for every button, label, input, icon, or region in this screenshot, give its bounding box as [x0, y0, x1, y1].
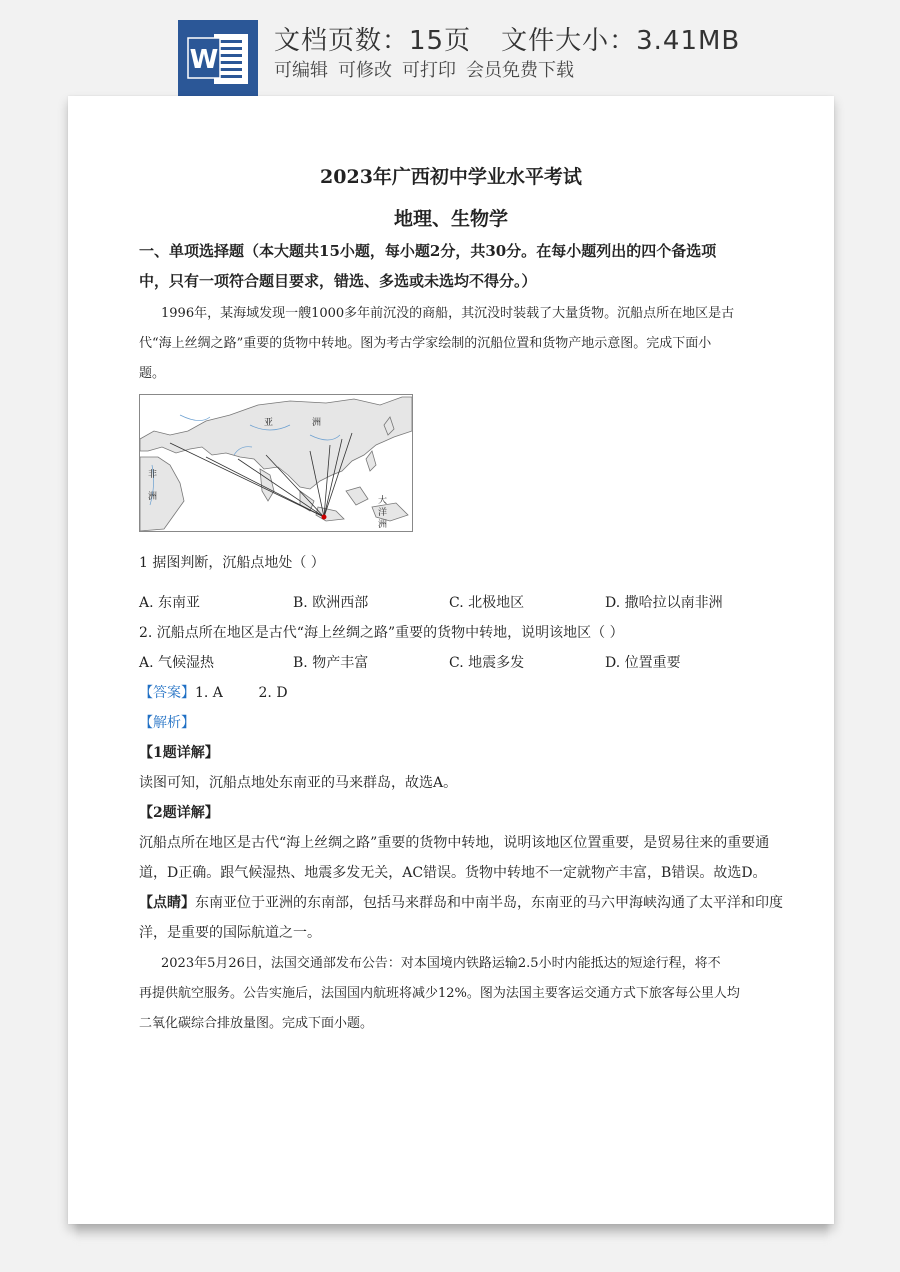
svg-text:亚: 亚: [264, 418, 274, 428]
svg-text:W: W: [189, 45, 219, 75]
tip-line2: 洋，是重要的国际航道之一。: [139, 925, 321, 941]
q1-option-b: B. 欧洲西部: [293, 595, 369, 611]
q2-option-a: A. 气候湿热: [139, 655, 215, 671]
passage1-line1: 1996年，某海域发现一艘1000多年前沉没的商船，其沉没时装载了大量货物。沉船点所在地区是古: [161, 306, 735, 321]
answer-text: 1. A 2. D: [195, 685, 288, 701]
page-count: 文档页数：15页: [274, 26, 472, 56]
q1-detail: 读图可知，沉船点地处东南亚的马来群岛，故选A。: [139, 775, 458, 791]
feature-modifiable: 可修改: [338, 60, 392, 81]
svg-text:非: 非: [148, 470, 158, 480]
question-2-stem: 2. 沉船点所在地区是古代“海上丝绸之路”重要的货物中转地，说明该地区（ ）: [139, 625, 624, 641]
q1-detail-tag: 【1题详解】: [139, 745, 219, 761]
file-size: 文件大小：3.41MB: [501, 26, 741, 56]
svg-text:大: 大: [378, 496, 388, 506]
passage1-line2: 代“海上丝绸之路”重要的货物中转地。图为考古学家绘制的沉船位置和货物产地示意图。完成下面小: [139, 336, 712, 351]
q2-detail-line1: 沉船点所在地区是古代“海上丝绸之路”重要的货物中转地，说明该地区位置重要，是贸易往来的重要通: [139, 835, 770, 851]
feature-member-download: 会员免费下载: [466, 60, 574, 81]
q2-option-d: D. 位置重要: [605, 655, 681, 671]
answer-tag: 【答案】: [139, 685, 195, 701]
shipwreck-map: [139, 394, 413, 532]
exam-title: 2023年广西初中学业水平考试: [320, 166, 582, 188]
section-heading-line2: 中，只有一项符合题目要求，错选、多选或未选均不得分。）: [139, 272, 537, 290]
passage2-line3: 二氧化碳综合排放量图。完成下面小题。: [139, 1016, 374, 1031]
feature-printable: 可打印: [402, 60, 456, 81]
paper-shadow: [76, 1222, 828, 1242]
feature-editable: 可编辑: [274, 60, 328, 81]
svg-text:洲: 洲: [312, 418, 322, 428]
q2-option-c: C. 地震多发: [449, 655, 525, 671]
feature-list: [274, 56, 584, 82]
file-info: [274, 20, 770, 57]
q2-option-b: B. 物产丰富: [293, 655, 369, 671]
section-heading-line1: 一、单项选择题（本大题共15小题，每小题2分，共30分。在每小题列出的四个备选项: [139, 242, 717, 260]
answer-line: [139, 682, 288, 702]
q1-option-c: C. 北极地区: [449, 595, 525, 611]
tip-tag: 【点睛】: [139, 895, 195, 911]
document-page: [68, 96, 834, 1224]
tip-text-1: 东南亚位于亚洲的东南部，包括马来群岛和中南半岛，东南亚的马六甲海峡沟通了太平洋和印度: [195, 895, 783, 911]
q1-option-a: A. 东南亚: [139, 595, 201, 611]
exam-subtitle: 地理、生物学: [393, 208, 508, 230]
analysis-tag: 【解析】: [139, 715, 195, 731]
passage2-line2: 再提供航空服务。公告实施后，法国国内航班将减少12%。图为法国主要客运交通方式下旅客每公里人均: [139, 986, 740, 1001]
tip-line1: [139, 892, 783, 912]
svg-text:洲: 洲: [378, 520, 388, 530]
download-banner: [0, 0, 900, 96]
passage2-line1: 2023年5月26日，法国交通部发布公告：对本国境内铁路运输2.5小时内能抵达的短途行程，将不: [161, 956, 721, 971]
q2-detail-tag: 【2题详解】: [139, 805, 219, 821]
word-document-icon: [178, 20, 258, 96]
q2-detail-line2: 道，D正确。跟气候湿热、地震多发无关，AC错误。货物中转地不一定就物产丰富，B错误。故选D。: [139, 865, 767, 881]
svg-text:洲: 洲: [148, 492, 158, 502]
svg-text:洋: 洋: [378, 508, 388, 518]
question-1-stem: 1 据图判断，沉船点地处（ ）: [139, 555, 325, 571]
passage1-line3: 题。: [139, 366, 166, 381]
q1-option-d: D. 撒哈拉以南非洲: [605, 595, 723, 611]
